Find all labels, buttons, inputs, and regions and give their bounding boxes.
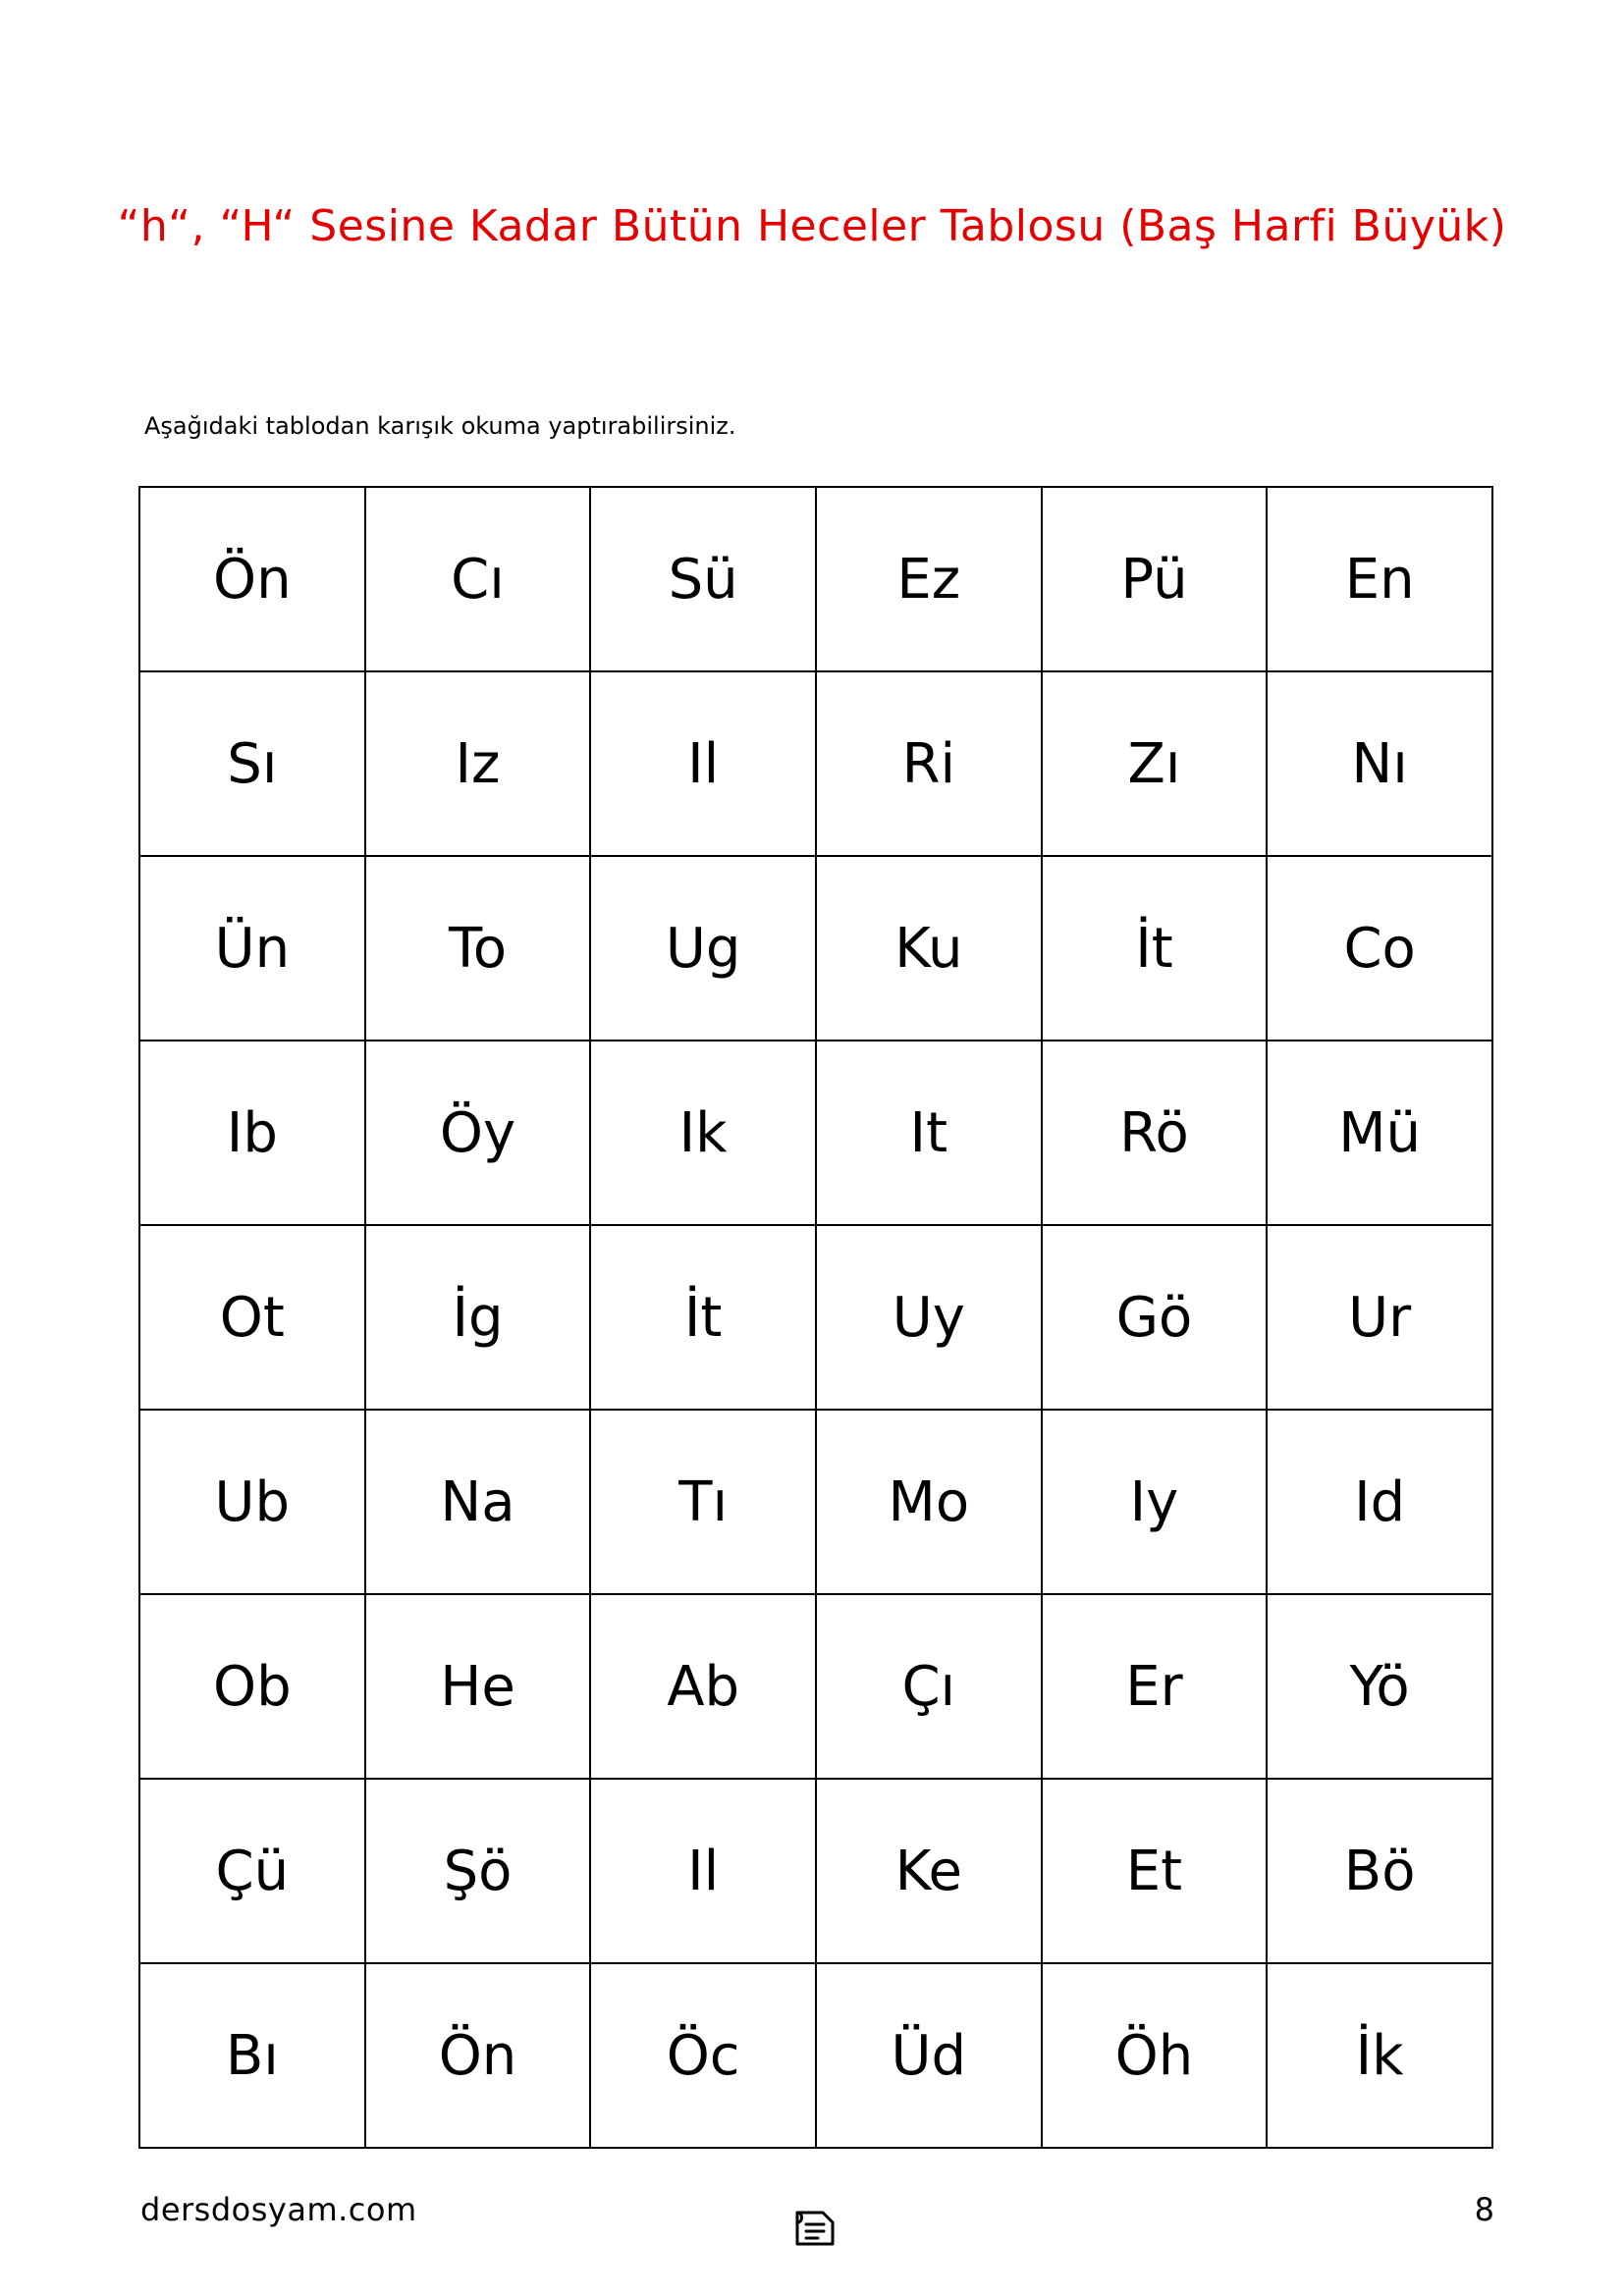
- syllable-cell: Uy: [816, 1225, 1042, 1410]
- syllable-cell: İt: [590, 1225, 816, 1410]
- syllable-table-body: [139, 487, 1492, 2148]
- syllable-cell: Ku: [816, 856, 1042, 1041]
- syllable-cell: Ab: [590, 1594, 816, 1779]
- syllable-cell: Mo: [816, 1410, 1042, 1594]
- table-row: [139, 671, 1492, 856]
- syllable-cell: Er: [1042, 1594, 1268, 1779]
- syllable-cell: Ön: [365, 1963, 591, 2148]
- syllable-cell: Et: [1042, 1779, 1268, 1963]
- syllable-cell: Il: [590, 1779, 816, 1963]
- table-row: [139, 1963, 1492, 2148]
- syllable-cell: Iz: [365, 671, 591, 856]
- syllable-cell: Bö: [1267, 1779, 1492, 1963]
- document-logo-icon: [793, 2209, 837, 2248]
- syllable-cell: Cı: [365, 487, 591, 671]
- syllable-cell: Ke: [816, 1779, 1042, 1963]
- syllable-cell: Rö: [1042, 1041, 1268, 1225]
- syllable-cell: Ub: [139, 1410, 365, 1594]
- syllable-cell: İg: [365, 1225, 591, 1410]
- syllable-cell: Çü: [139, 1779, 365, 1963]
- syllable-cell: Na: [365, 1410, 591, 1594]
- page-number: 8: [1474, 2191, 1494, 2228]
- syllable-cell: Id: [1267, 1410, 1492, 1594]
- syllable-cell: Nı: [1267, 671, 1492, 856]
- syllable-cell: İt: [1042, 856, 1268, 1041]
- syllable-cell: Ön: [139, 487, 365, 671]
- syllable-cell: Tı: [590, 1410, 816, 1594]
- syllable-cell: Ot: [139, 1225, 365, 1410]
- footer-site-name: dersdosyam.com: [140, 2191, 417, 2228]
- syllable-table: [138, 486, 1493, 2149]
- syllable-cell: Sı: [139, 671, 365, 856]
- syllable-cell: Ur: [1267, 1225, 1492, 1410]
- syllable-cell: Gö: [1042, 1225, 1268, 1410]
- syllable-cell: It: [816, 1041, 1042, 1225]
- syllable-cell: Mü: [1267, 1041, 1492, 1225]
- syllable-cell: Il: [590, 671, 816, 856]
- table-row: [139, 1410, 1492, 1594]
- page-title: “h“, “H“ Sesine Kadar Bütün Heceler Tablosu (Baş Harfi Büyük): [117, 201, 1507, 251]
- syllable-cell: He: [365, 1594, 591, 1779]
- syllable-cell: To: [365, 856, 591, 1041]
- syllable-cell: Iy: [1042, 1410, 1268, 1594]
- table-row: [139, 1779, 1492, 1963]
- syllable-cell: Ez: [816, 487, 1042, 671]
- syllable-cell: İk: [1267, 1963, 1492, 2148]
- syllable-cell: Co: [1267, 856, 1492, 1041]
- syllable-cell: Ik: [590, 1041, 816, 1225]
- syllable-cell: Çı: [816, 1594, 1042, 1779]
- syllable-cell: Pü: [1042, 487, 1268, 671]
- syllable-cell: Ug: [590, 856, 816, 1041]
- syllable-cell: Zı: [1042, 671, 1268, 856]
- syllable-cell: Bı: [139, 1963, 365, 2148]
- syllable-cell: Şö: [365, 1779, 591, 1963]
- syllable-cell: Üd: [816, 1963, 1042, 2148]
- table-row: [139, 1041, 1492, 1225]
- syllable-cell: Öy: [365, 1041, 591, 1225]
- syllable-cell: En: [1267, 487, 1492, 671]
- syllable-cell: Ün: [139, 856, 365, 1041]
- syllable-cell: Öh: [1042, 1963, 1268, 2148]
- table-row: [139, 1594, 1492, 1779]
- table-row: [139, 1225, 1492, 1410]
- syllable-cell: Ri: [816, 671, 1042, 856]
- syllable-cell: Ob: [139, 1594, 365, 1779]
- syllable-cell: Ib: [139, 1041, 365, 1225]
- syllable-cell: Sü: [590, 487, 816, 671]
- syllable-cell: Yö: [1267, 1594, 1492, 1779]
- table-row: [139, 487, 1492, 671]
- table-row: [139, 856, 1492, 1041]
- syllable-cell: Öc: [590, 1963, 816, 2148]
- instruction-text: Aşağıdaki tablodan karışık okuma yaptırabilirsiniz.: [144, 412, 736, 440]
